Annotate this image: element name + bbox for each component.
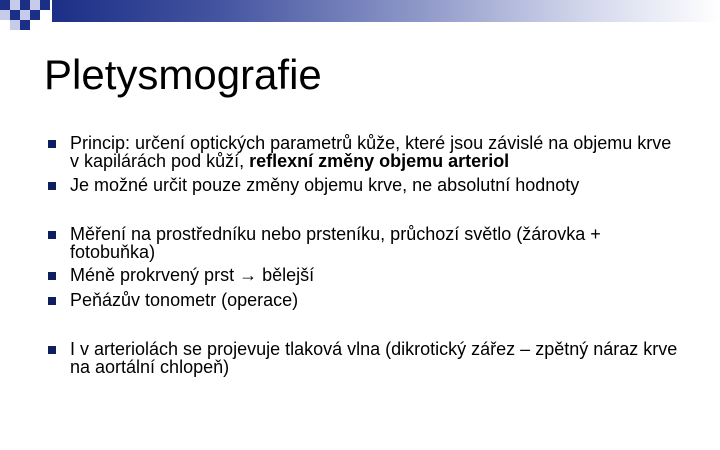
list-item [48,176,678,194]
list-item [48,266,678,284]
bullet-text: I v arteriolách se projevuje tlaková vlna (dikrotický zářez – zpětný náraz krve na aortální chlopeň) [70,339,678,377]
list-item [48,340,678,376]
square-bullet-icon [48,140,56,148]
bullet-text: Méně prokrvený prst → bělejší [70,265,315,285]
square-bullet-icon [48,297,56,305]
list-item [48,291,678,309]
square-bullet-icon [48,272,56,280]
bullet-emphasis: reflexní změny objemu arteriol [249,151,510,171]
square-bullet-icon [48,346,56,354]
square-bullet-icon [48,231,56,239]
list-item [48,134,678,170]
bullet-text: Princip: určení optických parametrů kůže, které jsou závislé na objemu krve v kapilárách pod kůží, reflexní změny objemu arteriol [70,133,672,171]
slide-title: Pletysmografie [44,51,322,98]
square-bullet-icon [48,182,56,190]
bullet-text: Peňázův tonometr (operace) [70,290,299,310]
list-item [48,225,678,261]
bullet-text: Je možné určit pouze změny objemu krve, ne absolutní hodnoty [70,175,580,195]
bullet-text: Měření na prostředníku nebo prsteníku, průchozí světlo (žárovka + fotobuňka) [70,224,601,262]
